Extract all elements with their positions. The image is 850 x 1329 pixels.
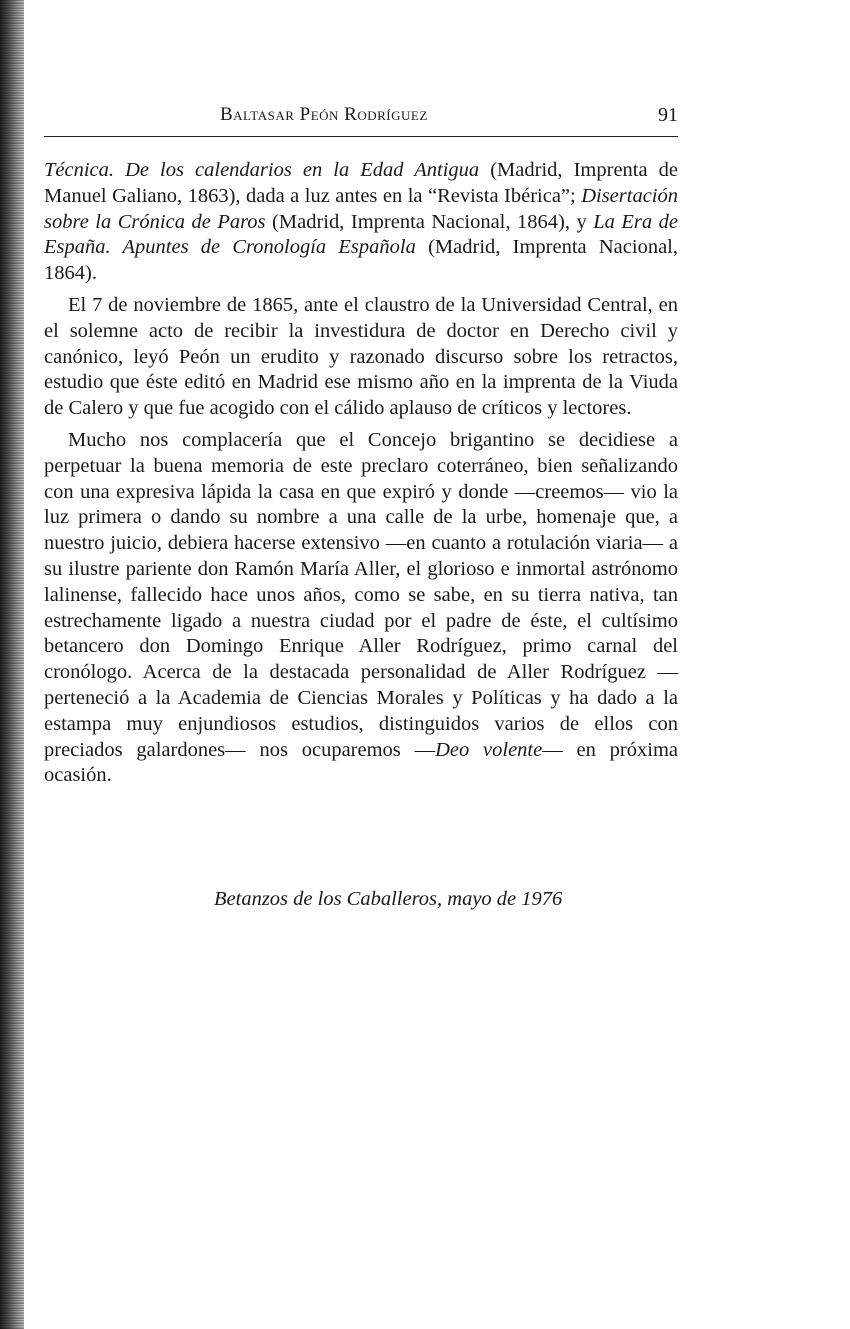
header-rule <box>44 136 678 137</box>
paragraph-text: (Madrid, Imprenta Nacional, 1864), y <box>265 210 594 233</box>
paragraph-text: (Madrid, Imprenta Nacional, 1864). <box>44 236 678 285</box>
paragraph-text: — en próxima ocasión. <box>44 738 679 787</box>
signature-place-date: Betanzos de los Caballeros, mayo de 1976 <box>214 888 563 910</box>
running-head: Baltasar Peón Rodríguez <box>220 104 428 125</box>
title-disertacion: Disertación sobre la Crónica de Paros <box>44 184 678 233</box>
paragraph-doctorate: El 7 de noviembre de 1865, ante el claustro de la Universidad Central, en el solemne acto de recibir la investidura de doctor en Derecho civil y canónico, leyó Peón un erudito y razonado discurso sobre los retractos, estudio que éste editó en Madrid ese mismo año en la imprenta de la Viuda de Calero y que fue acogido con el cálido aplauso de críticos y lectores. <box>44 293 678 420</box>
title-tecnica: Técnica. De los calendarios en la Edad Antigua <box>44 159 480 181</box>
body-text <box>44 158 678 795</box>
latin-phrase: Deo volente <box>435 738 543 761</box>
paragraph-text: Mucho nos complacería que el Concejo brigantino se decidiese a perpetuar la buena memoria de este preclaro coterráneo, bien señalizando con una expresiva lápida la casa en que expiró y donde —creemos— vio la luz primera o dando su nombre a una calle de la urbe, homenaje que, a nuestro juicio, debiera hacerse extensivo —en cuanto a rotulación viaria— a su ilustre pariente don Ramón María Aller, el glorioso e inmortal astrónomo lalinense, fallecido hace unos años, como se sabe, en su tierra nativa, tan estrechamente ligado a nuestra ciudad por el padre de éste, el cultísimo betancero don Domingo Enrique Aller Rodríguez, primo carnal del cronólogo. Acerca de la destacada personalidad de Aller Rodríguez —perteneció a la Academia de Ciencias Morales y Políticas y ha dado a la estampa muy enjundiosos estudios, distinguidos varios de ellos con preciados galardones— nos ocuparemos — <box>44 428 678 761</box>
paragraph-homage <box>44 428 678 789</box>
paragraph-text: (Madrid, Imprenta de Manuel Galiano, 1863), dada a luz antes en la “Revista Ibérica”; <box>44 159 678 207</box>
scan-binding-edge <box>0 0 24 1329</box>
title-era-espana: La Era de España. Apuntes de Cronología Española <box>44 210 678 259</box>
page-header <box>44 104 678 134</box>
paragraph-bibliography <box>44 158 678 287</box>
page-number: 91 <box>658 104 678 126</box>
